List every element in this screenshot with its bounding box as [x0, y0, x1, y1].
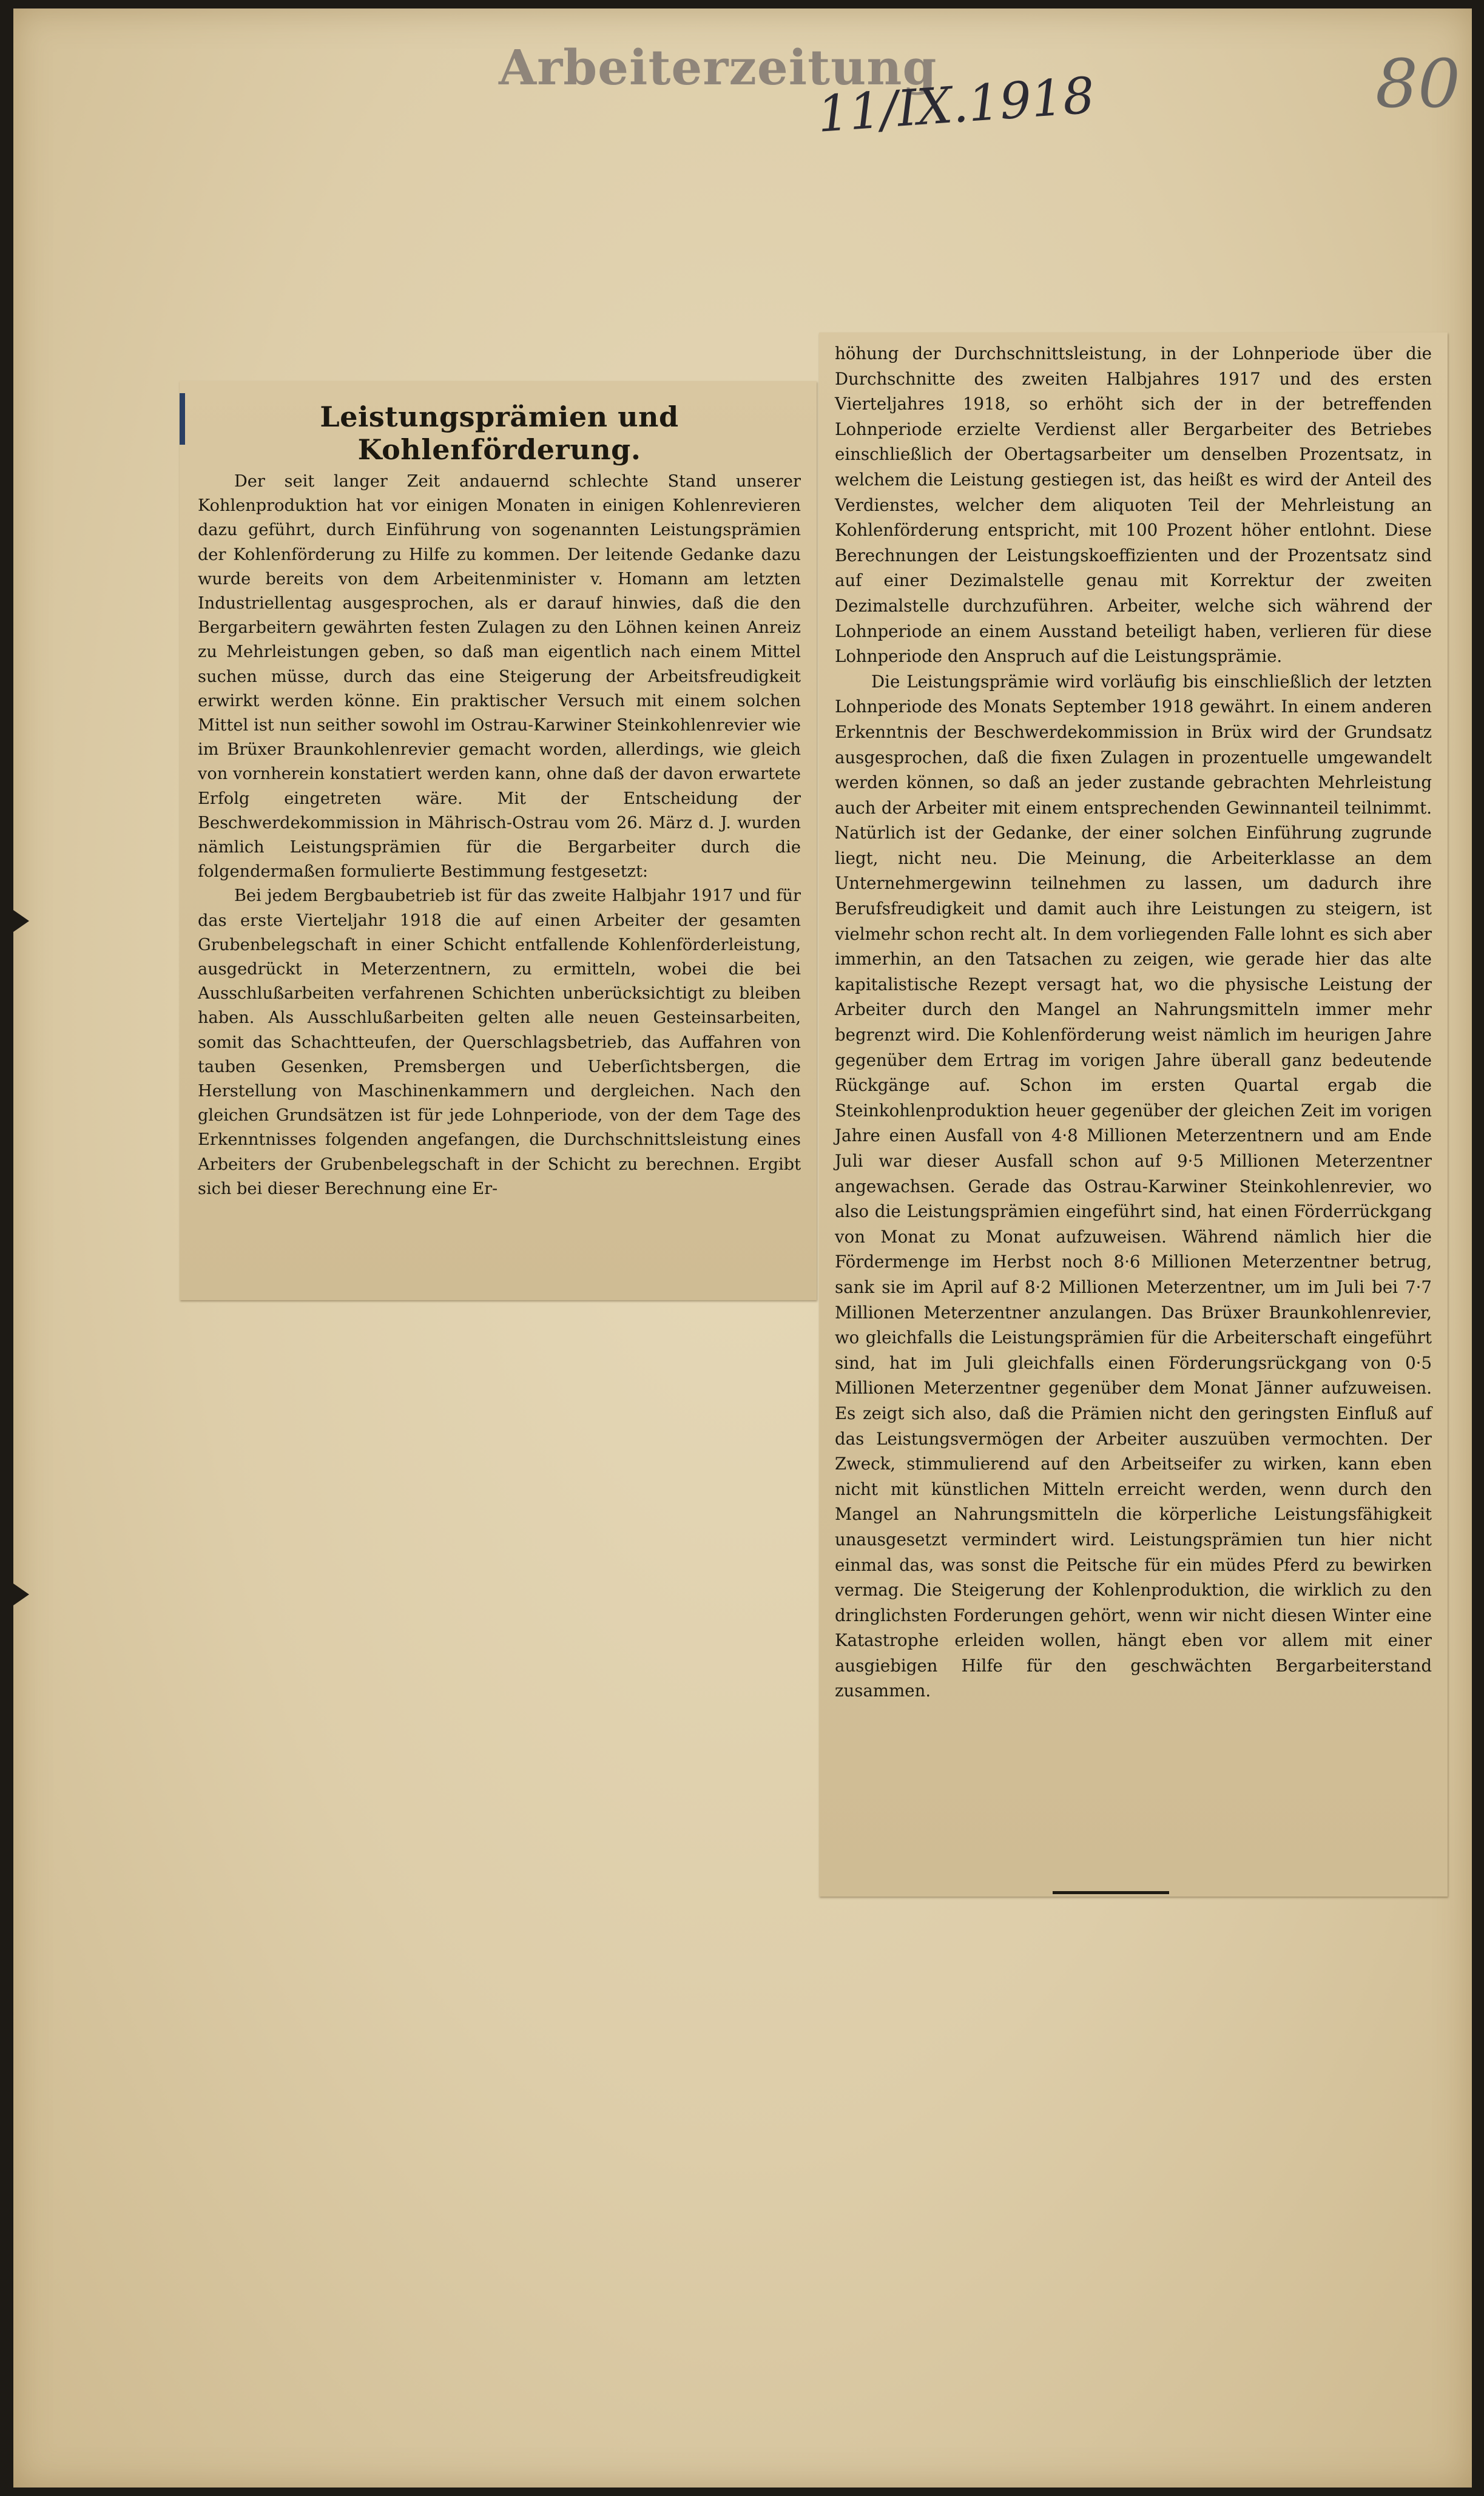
article-body-column-1 — [198, 470, 801, 1201]
paragraph: höhung der Durchschnittsleistung, in der Lohnperiode über die Durchschnitte des zweiten Halbjahres 1917 und des ersten Vierteljahres 1918, so erhöht sich der in der betreffenden Lohnperiode erzielte Verdienst aller Bergarbeiter des Betriebes einschließlich der Obertagsarbeiter um denselben Prozentsatz, in welchem die Leistung gestiegen ist, das heißt es wird der Anteil des Verdienstes, welcher dem aliquoten Teil der Mehrleistung an Kohlenförderung entspricht, mit 100 Prozent höher entlohnt. Diese Berechnungen der Leistungskoeffizienten und der Prozentsatz sind auf einer Dezimalstelle genau mit Korrektur der zweiten Dezimalstelle durchzuführen. Arbeiter, welche sich während der Lohnperiode an einem Ausstand beteiligt haben, verlieren für diese Lohnperiode den Anspruch auf die Leistungsprämie. — [835, 343, 1432, 667]
article-headline: Leistungsprämien und Kohlenförderung. — [320, 400, 679, 466]
clipping-column-2 — [819, 332, 1448, 1897]
handwritten-page-number: 80 — [1375, 45, 1460, 123]
article-body-column-2 — [835, 341, 1432, 1704]
paragraph: Bei jedem Bergbaubetrieb ist für das zweite Halbjahr 1917 und für das erste Vierteljahr 1918 die auf einen Arbeiter der gesamten Grubenbelegschaft in einer Schicht entfallende Kohlenförderleistung, ausgedrückt in Meterzentnern, zu ermitteln, wobei die bei Ausschlußarbeiten verfahrenen Schichten unberücksichtigt zu bleiben haben. Als Ausschlußarbeiten gelten alle neuen Gesteinsarbeiten, somit das Schachtteufen, der Querschlagsbetrieb, das Auffahren von tauben Gesenken, Premsbergen und Ueberſichtsbergen, die Herstellung von Maschinenkammern und dergleichen. Nach den gleichen Grundsätzen ist für jede Lohnperiode, von der dem Tage des Erkenntnisses folgenden angefangen, die Durchschnittsleistung eines Arbeiters der Grubenbelegschaft in der Schicht zu berechnen. Ergibt sich bei dieser Berechnung eine Er- — [198, 886, 801, 1198]
paragraph: Der seit langer Zeit andauernd schlechte Stand unserer Kohlenproduktion hat vor einigen Monaten in einigen Kohlenrevieren dazu geführt, durch Einführung von sogenannten Leistungsprämien der Kohlenförderung zu Hilfe zu kommen. Der leitende Gedanke dazu wurde bereits von dem Arbeitenminister v. Homann am letzten Industriellentag ausgesprochen, als er darauf hinwies, daß die den Bergarbeitern gewährten festen Zulagen zu den Löhnen keinen Anreiz zu Mehrleistungen geben, so daß man eigentlich nach einem Mittel suchen müsse, durch das eine Steigerung der Arbeitsfreudigkeit erwirkt werden könne. Ein praktischer Versuch mit einem solchen Mittel ist nun seither sowohl im Ostrau-Karwiner Steinkohlenrevier wie im Brüxer Braunkohlenrevier gemacht worden, allerdings, wie gleich von vornherein konstatiert werden kann, ohne daß der davon erwartete Erfolg eingetreten wäre. Mit der Entscheidung der Beschwerdekommission in Mährisch-Ostrau vom 26. März d. J. wurden nämlich Leistungsprämien für die Bergarbeiter durch die folgendermaßen formulierte Bestimmung festgesetzt: — [198, 472, 801, 882]
clipping-column-1 — [180, 381, 817, 1300]
paragraph: Die Leistungsprämie wird vorläufig bis einschließlich der letzten Lohnperiode des Monats September 1918 gewährt. In einem anderen Erkenntnis der Beschwerdekommission in Brüx wird der Grundsatz ausgesprochen, daß die fixen Zulagen in prozentuelle umgewandelt werden können, so daß an jeder zustande gebrachten Mehrleistung auch der Arbeiter mit einem entsprechenden Gewinnanteil teilnimmt. Natürlich ist der Gedanke, der einer solchen Einführung zugrunde liegt, nicht neu. Die Meinung, die Arbeiterklasse an dem Unternehmergewinn teilnehmen zu lassen, um dadurch ihre Berufsfreudigkeit und damit auch ihre Leistungen zu steigern, ist vielmehr schon recht alt. In dem vorliegenden Falle lohnt es sich aber immerhin, an den Tatsachen zu zeigen, wie gerade hier das alte kapitalistische Rezept versagt hat, wo die physische Leistung der Arbeiter durch den Mangel an Nahrungsmitteln immer mehr begrenzt wird. Die Kohlenförderung weist nämlich im heurigen Jahre gegenüber dem Ertrag im vorigen Jahre überall ganz bedeutende Rückgänge auf. Schon im ersten Quartal ergab die Steinkohlenproduktion heuer gegenüber der gleichen Zeit im vorigen Jahre einen Ausfall von 4·8 Millionen Meterzentnern und am Ende Juli war dieser Ausfall schon auf 9·5 Millionen Meterzentner angewachsen. Gerade das Ostrau-Karwiner Steinkohlenrevier, wo also die Leistungsprämien eingeführt sind, hat einen Förderrückgang von Monat zu Monat aufzuweisen. Während nämlich hier die Fördermenge im Herbst noch 8·6 Millionen Meterzentner betrug, sank sie im April auf 8·2 Millionen Meterzentner, um im Juli bei 7·7 Millionen Meterzentner anzulangen. Das Brüxer Braunkohlenrevier, wo gleichfalls die Leistungsprämien für die Arbeiterschaft eingeführt sind, hat im Juli gleichfalls einen Förderungsrückgang von 0·5 Millionen Meterzentner gegenüber dem Monat Jänner aufzuweisen. Es zeigt sich also, daß die Prämien nicht den geringsten Einfluß auf das Leistungsvermögen der Arbeiter auszuüben vermochten. Der Zweck, stimmulierend auf den Arbeitseifer zu wirken, kann eben nicht mit künstlichen Mitteln erreicht werden, wenn durch den Mangel an Nahrungsmitteln die körperliche Leistungsfähigkeit unausgesetzt vermindert wird. Leistungsprämien tun hier nicht einmal das, was sonst die Peitsche für ein müdes Pferd zu bewirken vermag. Die Steigerung der Kohlenproduktion, die wirklich zu den dringlichsten Forderungen gehört, wenn wir nicht diesen Winter eine Katastrophe erleiden wollen, hängt eben vor allem mit einer ausgiebigen Hilfe für den geschwächten Bergarbeiterstand zusammen. — [835, 671, 1432, 1701]
handwritten-date: 11/IX.1918 — [815, 67, 1097, 144]
article-end-rule — [1053, 1891, 1169, 1894]
binding-notch — [13, 1584, 29, 1605]
newspaper-stamp: Arbeiterzeitung — [499, 39, 937, 96]
binding-notch — [13, 910, 29, 932]
